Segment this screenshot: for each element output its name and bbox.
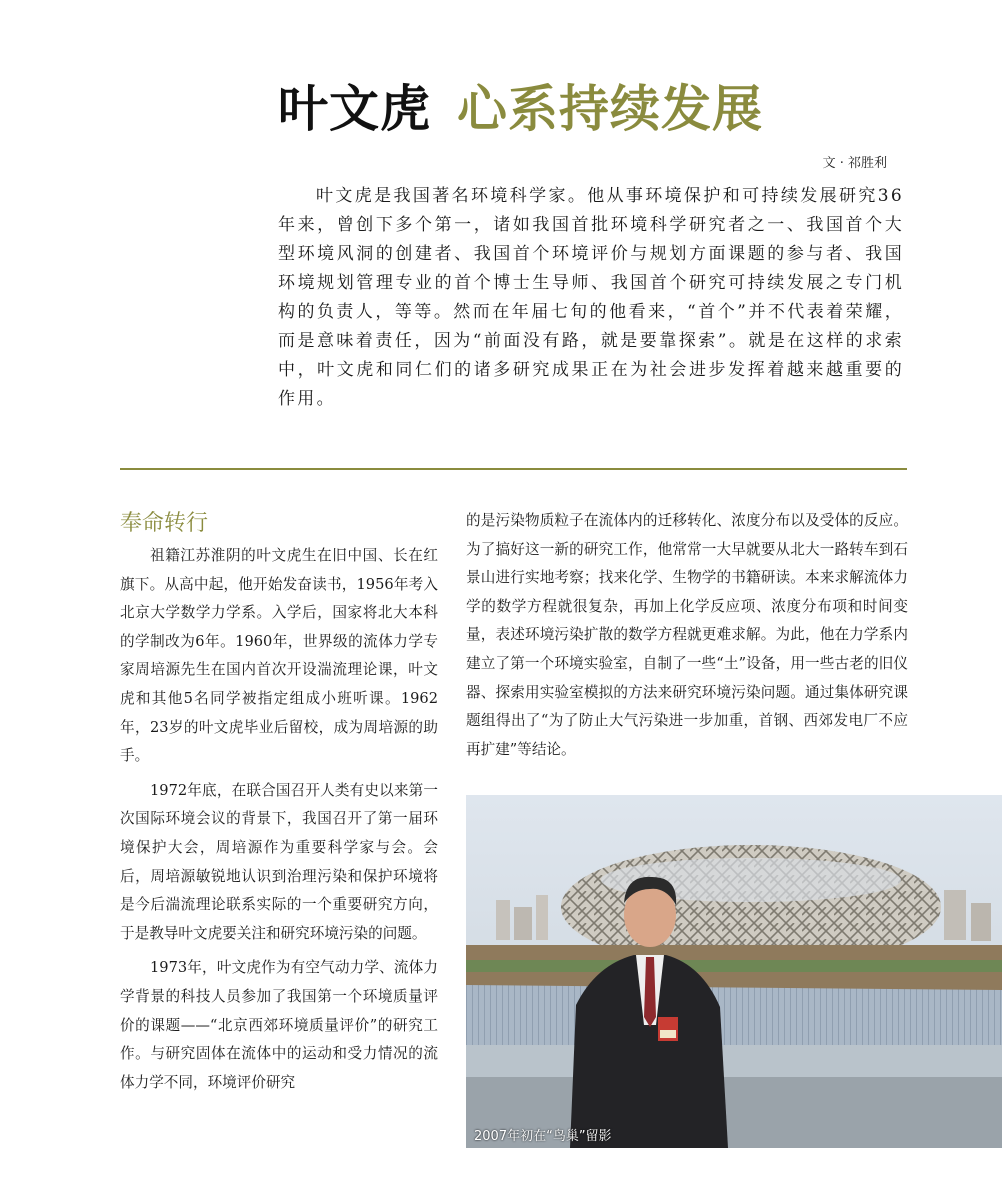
title-name: 叶文虎	[278, 80, 431, 138]
article-title	[278, 78, 763, 140]
left-column	[120, 508, 438, 1103]
section-heading: 奉命转行	[120, 511, 209, 536]
title-topic: 心系持续发展	[457, 80, 763, 138]
photo-illustration	[466, 795, 1002, 1148]
body-paragraph-2: 1972年底，在联合国召开人类有史以来第一次国际环境会议的背景下，我国召开了第一届环境保护大会，周培源作为重要科学家与会。会后，周培源敏锐地认识到治理污染和保护环境将是今后湍流理论联系实际的一个重要研究方向，于是教导叶文虎要关注和研究环境污染的问题。	[120, 781, 438, 942]
portrait-photo	[466, 795, 1002, 1148]
photo-caption: 2007年初在“鸟巢”留影	[474, 1129, 612, 1144]
body-paragraph-1: 祖籍江苏淮阴的叶文虎生在旧中国、长在红旗下。从高中起，他开始发奋读书，1956年考入北京大学数学力学系。入学后，国家将北大本科的学制改为6年。1960年，世界级的流体力学专家周培源先生在国内首次开设湍流理论课，叶文虎和其他5名同学被指定组成小班听课。1962年，23岁的叶文虎毕业后留校，成为周培源的助手。	[120, 547, 438, 765]
right-column	[466, 507, 908, 770]
body-paragraph-3: 1973年，叶文虎作为有空气动力学、流体力学背景的科技人员参加了我国第一个环境质量评价的课题——“北京西郊环境质量评价”的研究工作。与研究固体在流体中的运动和受力情况的流体力学不同，环境评价研究	[120, 959, 438, 1091]
lead-paragraph: 叶文虎是我国著名环境科学家。他从事环境保护和可持续发展研究36年来，曾创下多个第一，诸如我国首批环境科学研究者之一、我国首个大型环境风洞的创建者、我国首个环境评价与规划方面课题的参与者、我国环境规划管理专业的首个博士生导师、我国首个研究可持续发展之专门机构的负责人，等等。然而在年届七旬的他看来，“首个”并不代表着荣耀，而是意味着责任，因为“前面没有路，就是要靠探索”。就是在这样的求索中，叶文虎和同仁们的诸多研究成果正在为社会进步发挥着越来越重要的作用。	[278, 186, 904, 409]
author-byline: 文 · 祁胜利	[822, 156, 887, 171]
section-divider	[120, 468, 907, 470]
body-paragraph-continuation: 的是污染物质粒子在流体内的迁移转化、浓度分布以及受体的反应。为了搞好这一新的研究工作，他常常一大早就要从北大一路转车到石景山进行实地考察；找来化学、生物学的书籍研读。本来求解流体力学的数学方程就很复杂，再加上化学反应项、浓度分布项和时间变量，表述环境污染扩散的数学方程就更难求解。为此，他在力学系内建立了第一个环境实验室，自制了一些“土”设备，用一些古老的旧仪器、探索用实验室模拟的方法来研究环境污染问题。通过集体研究课题组得出了“为了防止大气污染进一步加重，首钢、西郊发电厂不应再扩建”等结论。	[466, 512, 908, 758]
